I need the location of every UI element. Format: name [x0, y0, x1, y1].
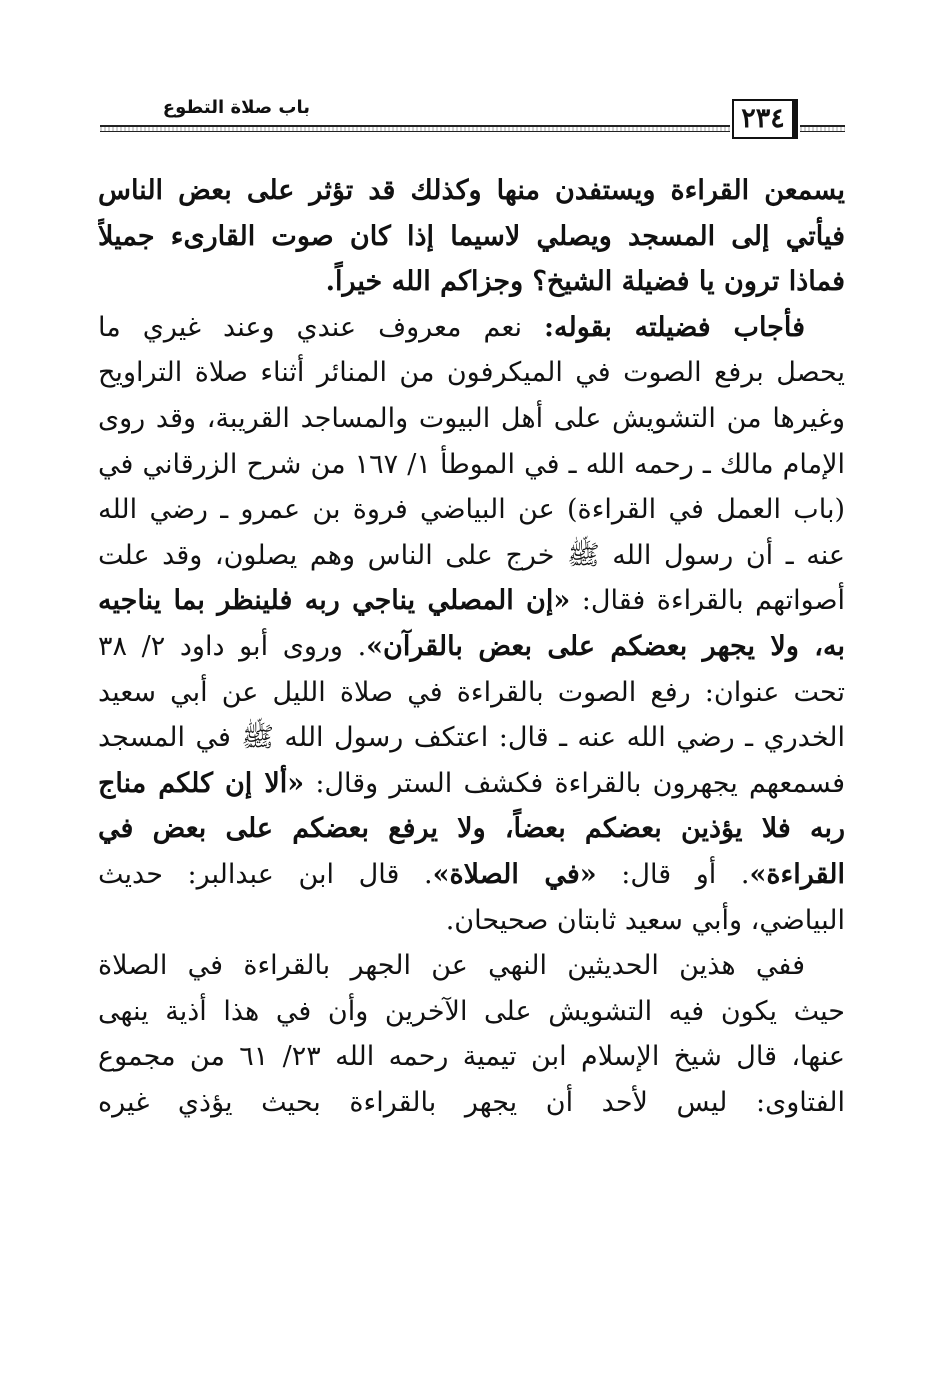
hadith-quote: «في الصلاة»: [432, 858, 597, 890]
text-line-11: [98, 624, 845, 670]
text-line-2: فيأتي إلى المسجد ويصلي لاسيما إذا كان صوت القارىء جميلاً: [98, 220, 845, 252]
text-line-13: الخدري ـ رضي الله عنه ـ قال: اعتكف رسول الله ﷺ في المسجد: [98, 722, 845, 754]
header-rule-right: [100, 125, 730, 132]
page-number: ٢٣٤: [732, 99, 798, 139]
text-line-12: تحت عنوان: رفع الصوت بالقراءة في صلاة الليل عن أبي سعيد: [98, 676, 845, 708]
text-line-3: فماذا ترون يا فضيلة الشيخ؟ وجزاكم الله خيراً.: [325, 266, 845, 298]
header-rule-left: [800, 125, 845, 132]
text-line-17: البياضي، وأبي سعيد ثابتان صحيحان.: [445, 904, 845, 936]
answer-lead: فأجاب فضيلته بقوله:: [544, 311, 806, 343]
text-line-8: (باب العمل في القراءة) عن البياضي فروة بن عمرو ـ رضي الله: [98, 494, 845, 526]
text-line-16: [98, 852, 845, 898]
text-segment: أصواتهم بالقراءة فقال:: [570, 585, 845, 617]
text-line-20: عنها، قال شيخ الإسلام ابن تيمية رحمه الله ٢٣/ ٦١ من مجموع: [98, 1041, 845, 1073]
page-header: [100, 95, 845, 145]
text-line-1: يسمعن القراءة ويستفدن منها وكذلك قد تؤثر على بعض الناس: [98, 175, 845, 206]
text-line-5: يحصل برفع الصوت في الميكرفون من المنائر أثناء صلاة التراويح: [98, 357, 845, 389]
text-line-15: ربه فلا يؤذين بعضكم بعضاً، ولا يرفع بعضكم على بعض في: [98, 813, 845, 845]
text-segment: نعم معروف عندي وعند غيري ما: [98, 311, 545, 343]
text-segment: . وروى أبو داود ٢/ ٣٨: [98, 630, 367, 662]
text-segment: فسمعهم يجهرون بالقراءة فكشف الستر وقال:: [304, 767, 845, 799]
hadith-quote: «ألا إن كلكم مناج: [98, 767, 305, 799]
text-line-19: حيث يكون فيه التشويش على الآخرين وأن في هذا أذية ينهى: [98, 995, 845, 1027]
text-line-18: ففي هذين الحديثين النهي عن الجهر بالقراءة في الصلاة: [98, 950, 805, 982]
text-line-10: [98, 578, 845, 624]
text-line-14: [98, 761, 845, 807]
page-body: [98, 168, 845, 1263]
text-segment: . أو قال:: [596, 858, 750, 890]
hadith-quote: به، ولا يجهر بعضكم على بعض بالقرآن»: [366, 630, 845, 662]
text-segment: . قال ابن عبدالبر: حديث: [98, 858, 433, 890]
text-line-4: [98, 305, 845, 351]
text-line-6: وغيرها من التشويش على أهل البيوت والمساجد القريبة، وقد روى: [98, 402, 845, 434]
text-line-21: الفتاوى: ليس لأحد أن يجهر بالقراءة بحيث يؤذي غيره: [98, 1086, 845, 1118]
hadith-quote: القراءة»: [749, 858, 845, 890]
hadith-quote: «إن المصلي يناجي ربه فلينظر بما يناجيه: [98, 585, 571, 617]
text-line-7: الإمام مالك ـ رحمه الله ـ في الموطأ ١/ ١٦٧ من شرح الزرقاني في: [98, 448, 845, 480]
text-line-9: عنه ـ أن رسول الله ﷺ خرج على الناس وهم يصلون، وقد علت: [98, 539, 845, 571]
section-title: باب صلاة التطوع: [100, 95, 310, 121]
